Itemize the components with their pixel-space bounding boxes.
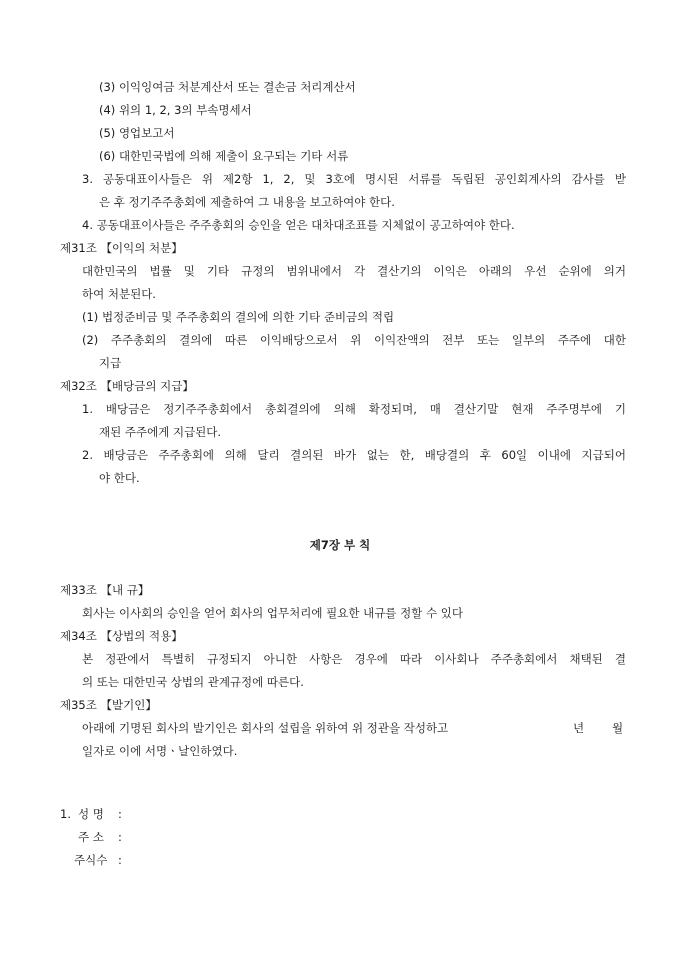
art33-body: 회사는 이사회의 승인을 얻어 회사의 업무처리에 필요한 내규를 정할 수 있다 — [82, 606, 463, 620]
art31-heading: 제31조 【이익의 처분】 — [60, 241, 183, 255]
art31-item-2-line2: 지급 — [99, 356, 122, 370]
art35-body-line1: 아래에 기명된 회사의 발기인은 회사의 설립을 위하여 위 정관을 작성하고 — [82, 721, 449, 735]
signatory-name-label: 성 명 — [78, 807, 104, 821]
art30-item-3: (3) 이익잉여금 처분계산서 또는 결손금 처리계산서 — [99, 80, 356, 94]
art30-item-5: (5) 영업보고서 — [99, 126, 175, 140]
art30-item-4: (4) 위의 1, 2, 3의 부속명세서 — [99, 103, 252, 117]
art34-body-line1: 본 정관에서 특별히 규정되지 아니한 사항은 경우에 따라 이사회나 주주총회에서 채택된 결 — [82, 652, 626, 666]
art31-item-2-line1: (2) 주주총회의 결의에 따른 이익배당으로서 위 이익잔액의 전부 또는 일부의 주주에 대한 — [82, 333, 626, 347]
signatory-address-colon: : — [118, 830, 122, 844]
art31-body-line2: 하여 처분된다. — [82, 287, 156, 301]
art34-body-line2: 의 또는 대한민국 상법의 관계규정에 따른다. — [82, 675, 304, 689]
art30-para3-line1: 3. 공동대표이사들은 위 제2항 1, 2, 및 3호에 명시된 서류를 독립된 공인회계사의 감사를 받 — [82, 172, 626, 186]
signatory-name-colon: : — [118, 807, 122, 821]
art30-para4: 4. 공동대표이사들은 주주총회의 승인을 얻은 대차대조표를 지체없이 공고하여야 한다. — [82, 218, 515, 232]
chapter-title: 제7장 부 칙 — [309, 538, 371, 552]
signatory-address-label: 주 소 — [78, 830, 104, 844]
art35-year-label: 년 — [573, 721, 585, 735]
art31-body-line1: 대한민국의 법률 및 기타 규정의 범위내에서 각 결산기의 이익은 아래의 우선 순위에 의거 — [82, 264, 626, 278]
art33-heading: 제33조 【내 규】 — [60, 583, 150, 597]
art35-month-label: 월 — [612, 721, 624, 735]
art35-heading: 제35조 【발기인】 — [60, 698, 157, 712]
art34-heading: 제34조 【상법의 적용】 — [60, 629, 183, 643]
art32-para2-line2: 야 한다. — [99, 471, 140, 485]
art35-body-line2: 일자로 이에 서명ㆍ날인하였다. — [82, 744, 238, 758]
signatory-shares-colon: : — [118, 853, 122, 867]
art32-para2-line1: 2. 배당금은 주주총회에 의해 달리 결의된 바가 없는 한, 배당결의 후 60일 이내에 지급되어 — [82, 448, 626, 462]
art30-para3-line2: 은 후 정기주주총회에 제출하여 그 내용을 보고하여야 한다. — [99, 195, 395, 209]
art32-para1-line2: 재된 주주에게 지급된다. — [99, 425, 222, 439]
signatory-number: 1. — [60, 807, 71, 821]
art32-heading: 제32조 【배당금의 지급】 — [60, 379, 194, 393]
art32-para1-line1: 1. 배당금은 정기주주총회에서 총회결의에 의해 확정되며, 매 결산기말 현재 주주명부에 기 — [82, 402, 626, 416]
signatory-shares-label: 주식수 — [74, 853, 108, 867]
art30-item-6: (6) 대한민국법에 의해 제출이 요구되는 기타 서류 — [99, 149, 349, 163]
art31-item-1: (1) 법정준비금 및 주주총회의 결의에 의한 기타 준비금의 적립 — [82, 310, 395, 324]
